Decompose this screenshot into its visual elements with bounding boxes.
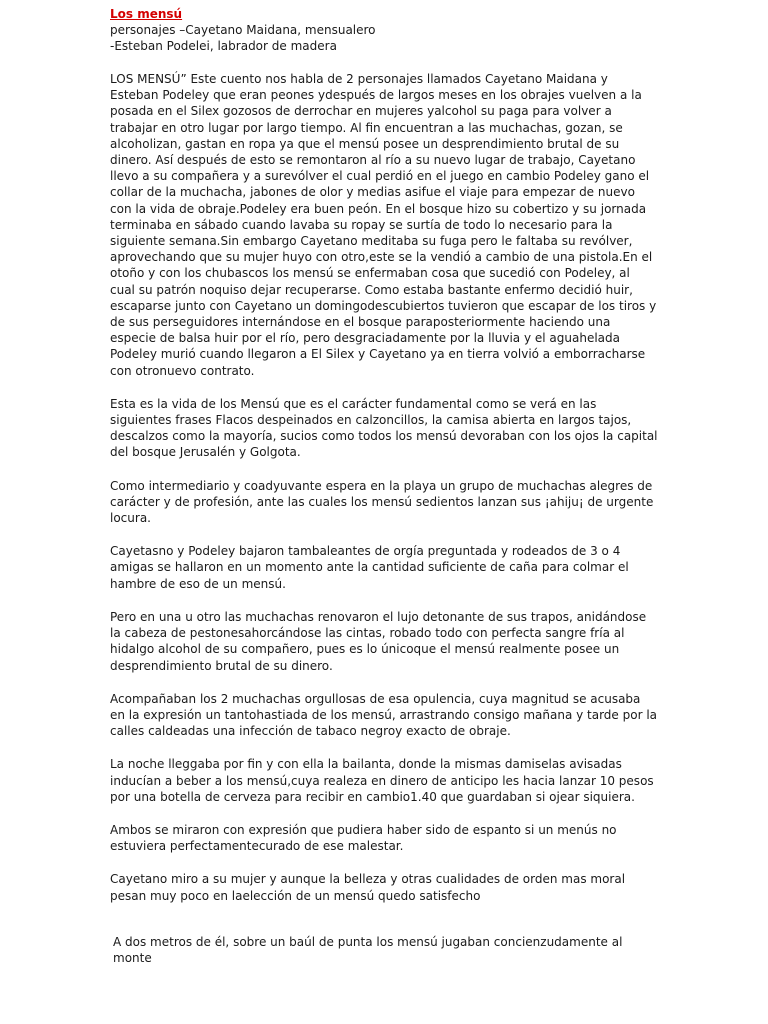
paragraph-opulence: Acompañaban los 2 muchachas orgullosas de esa opulencia, cuya magnitud se acusaba en la expresión un tantohastiada de los mensú, arrastrando consigo mañana y tarde por la calles caldeadas una infección de tabaco negroy exacto de obraje.: [110, 691, 658, 739]
paragraph-intermediary: Como intermediario y coadyuvante espera en la playa un grupo de muchachas alegres de carácter y de profesión, ante las cuales los mensú sedientos lanzan sus ¡ahiju¡ de urgente locura.: [110, 478, 654, 526]
paragraph-mensu-life: Esta es la vida de los Mensú que es el carácter fundamental como se verá en las siguientes frases Flacos despeinados en calzoncillos, la camisa abierta en largos tajos, descalzos como la mayoría, sucios como todos los mensú devoraban con los ojos la capital del bosque Jerusalén y Golgota.: [110, 396, 658, 460]
paragraph-orgy: Cayetasno y Podeley bajaron tambaleantes de orgía preguntada y rodeados de 3 o 4 amigas se hallaron en un momento ante la cantidad suficiente de caña para colmar el hambre de eso de un mensú.: [110, 544, 629, 591]
paragraph-rags: Pero en una u otro las muchachas renovaron el lujo detonante de sus trapos, anidándose la cabeza de pestonesahorcándose las cintas, robado todo con perfecta sangre fría al hidalgo alcohol de su compañero, pues es lo únicoque el mensú realmente posee un desprendimiento brutal de su dinero.: [110, 609, 647, 673]
paragraph-looked: Ambos se miraron con expresión que pudiera haber sido de espanto si un menús no estuviera perfectamentecurado de ese malestar.: [110, 822, 617, 854]
character-line-2: -Esteban Podelei, labrador de madera: [110, 39, 337, 53]
document-page: [110, 6, 658, 966]
paragraph-summary: LOS MENSÚ” Este cuento nos habla de 2 personajes llamados Cayetano Maidana y Esteban Podeley que eran peones ydespués de largos meses en los obrajes vuelven a la posada en el Silex gozosos de derrochar en mujeres yalcohol su paga para volver a trabajar en otro lugar por largo tiempo. Al fin encuentran a las muchachas, gozan, se alcoholizan, gastan en ropa ya que el mensú posee un desprendimiento brutal de su dinero. Así después de esto se remontaron al río a su nuevo lugar de trabajo, Cayetano llevo a su compañera y a surevólver el cual perdió en el juego en cambio Podeley gano el collar de la muchacha, jabones de olor y medias asifue el viaje para empezar de nuevo con la vida de obraje.Podeley era buen peón. En el bosque hizo su cobertizo y su jornada terminaba en sábado cuando lavaba su ropay se surtía de todo lo necesario para la siguiente semana.Sin embargo Cayetano meditaba su fuga pero le faltaba su revólver, aprovechando que su mujer huyo con otro,este se la vendió a cambio de una pistola.En el otoño y con los chubascos los mensú se enfermaban cosa que sucedió con Podeley, al cual su patrón noquiso dejar recuperarse. Como estaba bastante enfermo decidió huir, escaparse junto con Cayetano un domingodescubiertos tuvieron que escapar de los tiros y de sus perseguidores internándose en el bosque paraposteriormente haciendo una especie de balsa huir por el río, pero desgraciadamente por la lluvia y el aguahelada Podeley murió cuando llegaron a El Silex y Cayetano ya en tierra volvió a emborracharse con otronuevo contrato.: [110, 72, 657, 378]
paragraph-cayetano-wife: Cayetano miro a su mujer y aunque la belleza y otras cualidades de orden mas moral pesan muy poco en laelección de un mensú quedo satisfecho: [110, 872, 626, 903]
document-title: Los mensú: [110, 7, 183, 21]
paragraph-night: La noche lleggaba por fin y con ella la bailanta, donde la mismas damiselas avisadas inducían a beber a los mensú,cuya realeza en dinero de anticipo les hacia lanzar 10 pesos por una botella de cerveza para recibir en cambio1.40 que guardaban si ojear siquiera.: [110, 757, 654, 804]
character-line-1: personajes –Cayetano Maidana, mensualero: [110, 23, 376, 37]
paragraph-monte: A dos metros de él, sobre un baúl de punta los mensú jugaban concienzudamente al monte: [113, 934, 623, 965]
